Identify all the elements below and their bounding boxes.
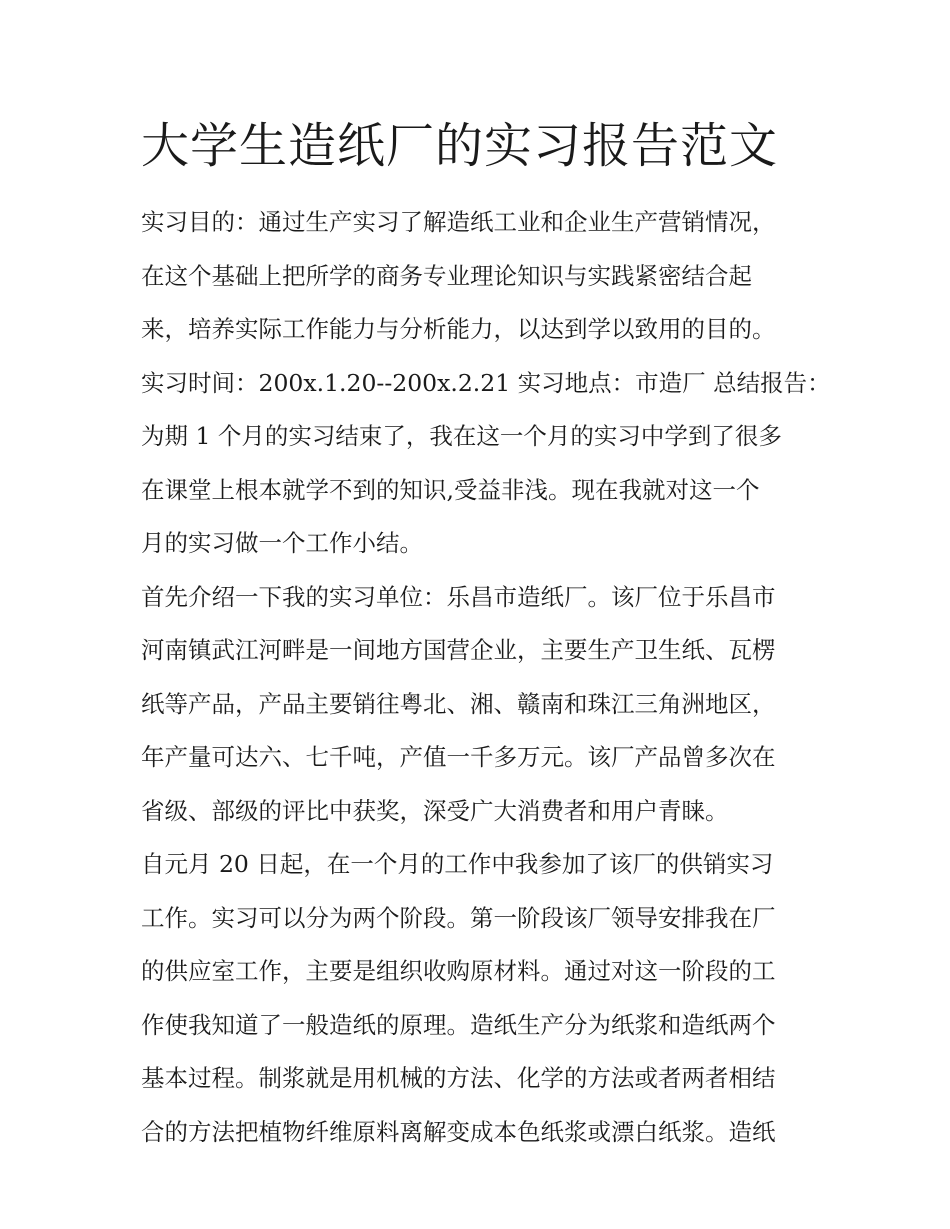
body-line: 实习目的：通过生产实习了解造纸工业和企业生产营销情况，	[141, 208, 776, 236]
body-line: 月的实习做一个工作小结。	[141, 529, 423, 557]
document-title: 大学生造纸厂的实习报告范文	[141, 118, 779, 174]
body-line: 纸等产品，产品主要销往粤北、湘、赣南和珠江三角洲地区，	[141, 689, 776, 718]
body-line: 作使我知道了一般造纸的原理。造纸生产分为纸浆和造纸两个	[141, 1010, 776, 1039]
body-line: 自元月 20 日起，在一个月的工作中我参加了该厂的供销实习	[141, 850, 774, 878]
body-line: 年产量可达六、七千吨，产值一千多万元。该厂产品曾多次在	[141, 743, 776, 771]
body-line: 的供应室工作，主要是组织收购原材料。通过对这一阶段的工	[141, 957, 776, 985]
body-line: 河南镇武江河畔是一间地方国营企业，主要生产卫生纸、瓦楞	[141, 636, 776, 664]
body-line: 基本过程。制浆就是用机械的方法、化学的方法或者两者相结	[141, 1064, 776, 1092]
body-line: 省级、部级的评比中获奖，深受广大消费者和用户青睐。	[141, 796, 729, 825]
body-line: 实习时间：200x.1.20--200x.2.21 实习地点：市造厂 总结报告：	[141, 368, 831, 397]
body-line: 在课堂上根本就学不到的知识,受益非浅。现在我就对这一个	[141, 475, 760, 504]
body-line: 来，培养实际工作能力与分析能力，以达到学以致用的目的。	[141, 315, 776, 343]
body-line: 合的方法把植物纤维原料离解变成本色纸浆或漂白纸浆。造纸	[141, 1117, 776, 1146]
document-body	[141, 196, 831, 1159]
body-line: 在这个基础上把所学的商务专业理论知识与实践紧密结合起	[141, 261, 752, 290]
body-line: 为期 1 个月的实习结束了，我在这一个月的实习中学到了很多	[141, 422, 782, 450]
body-line: 工作。实习可以分为两个阶段。第一阶段该厂领导安排我在厂	[141, 903, 776, 932]
body-line: 首先介绍一下我的实习单位：乐昌市造纸厂。该厂位于乐昌市	[141, 582, 776, 611]
